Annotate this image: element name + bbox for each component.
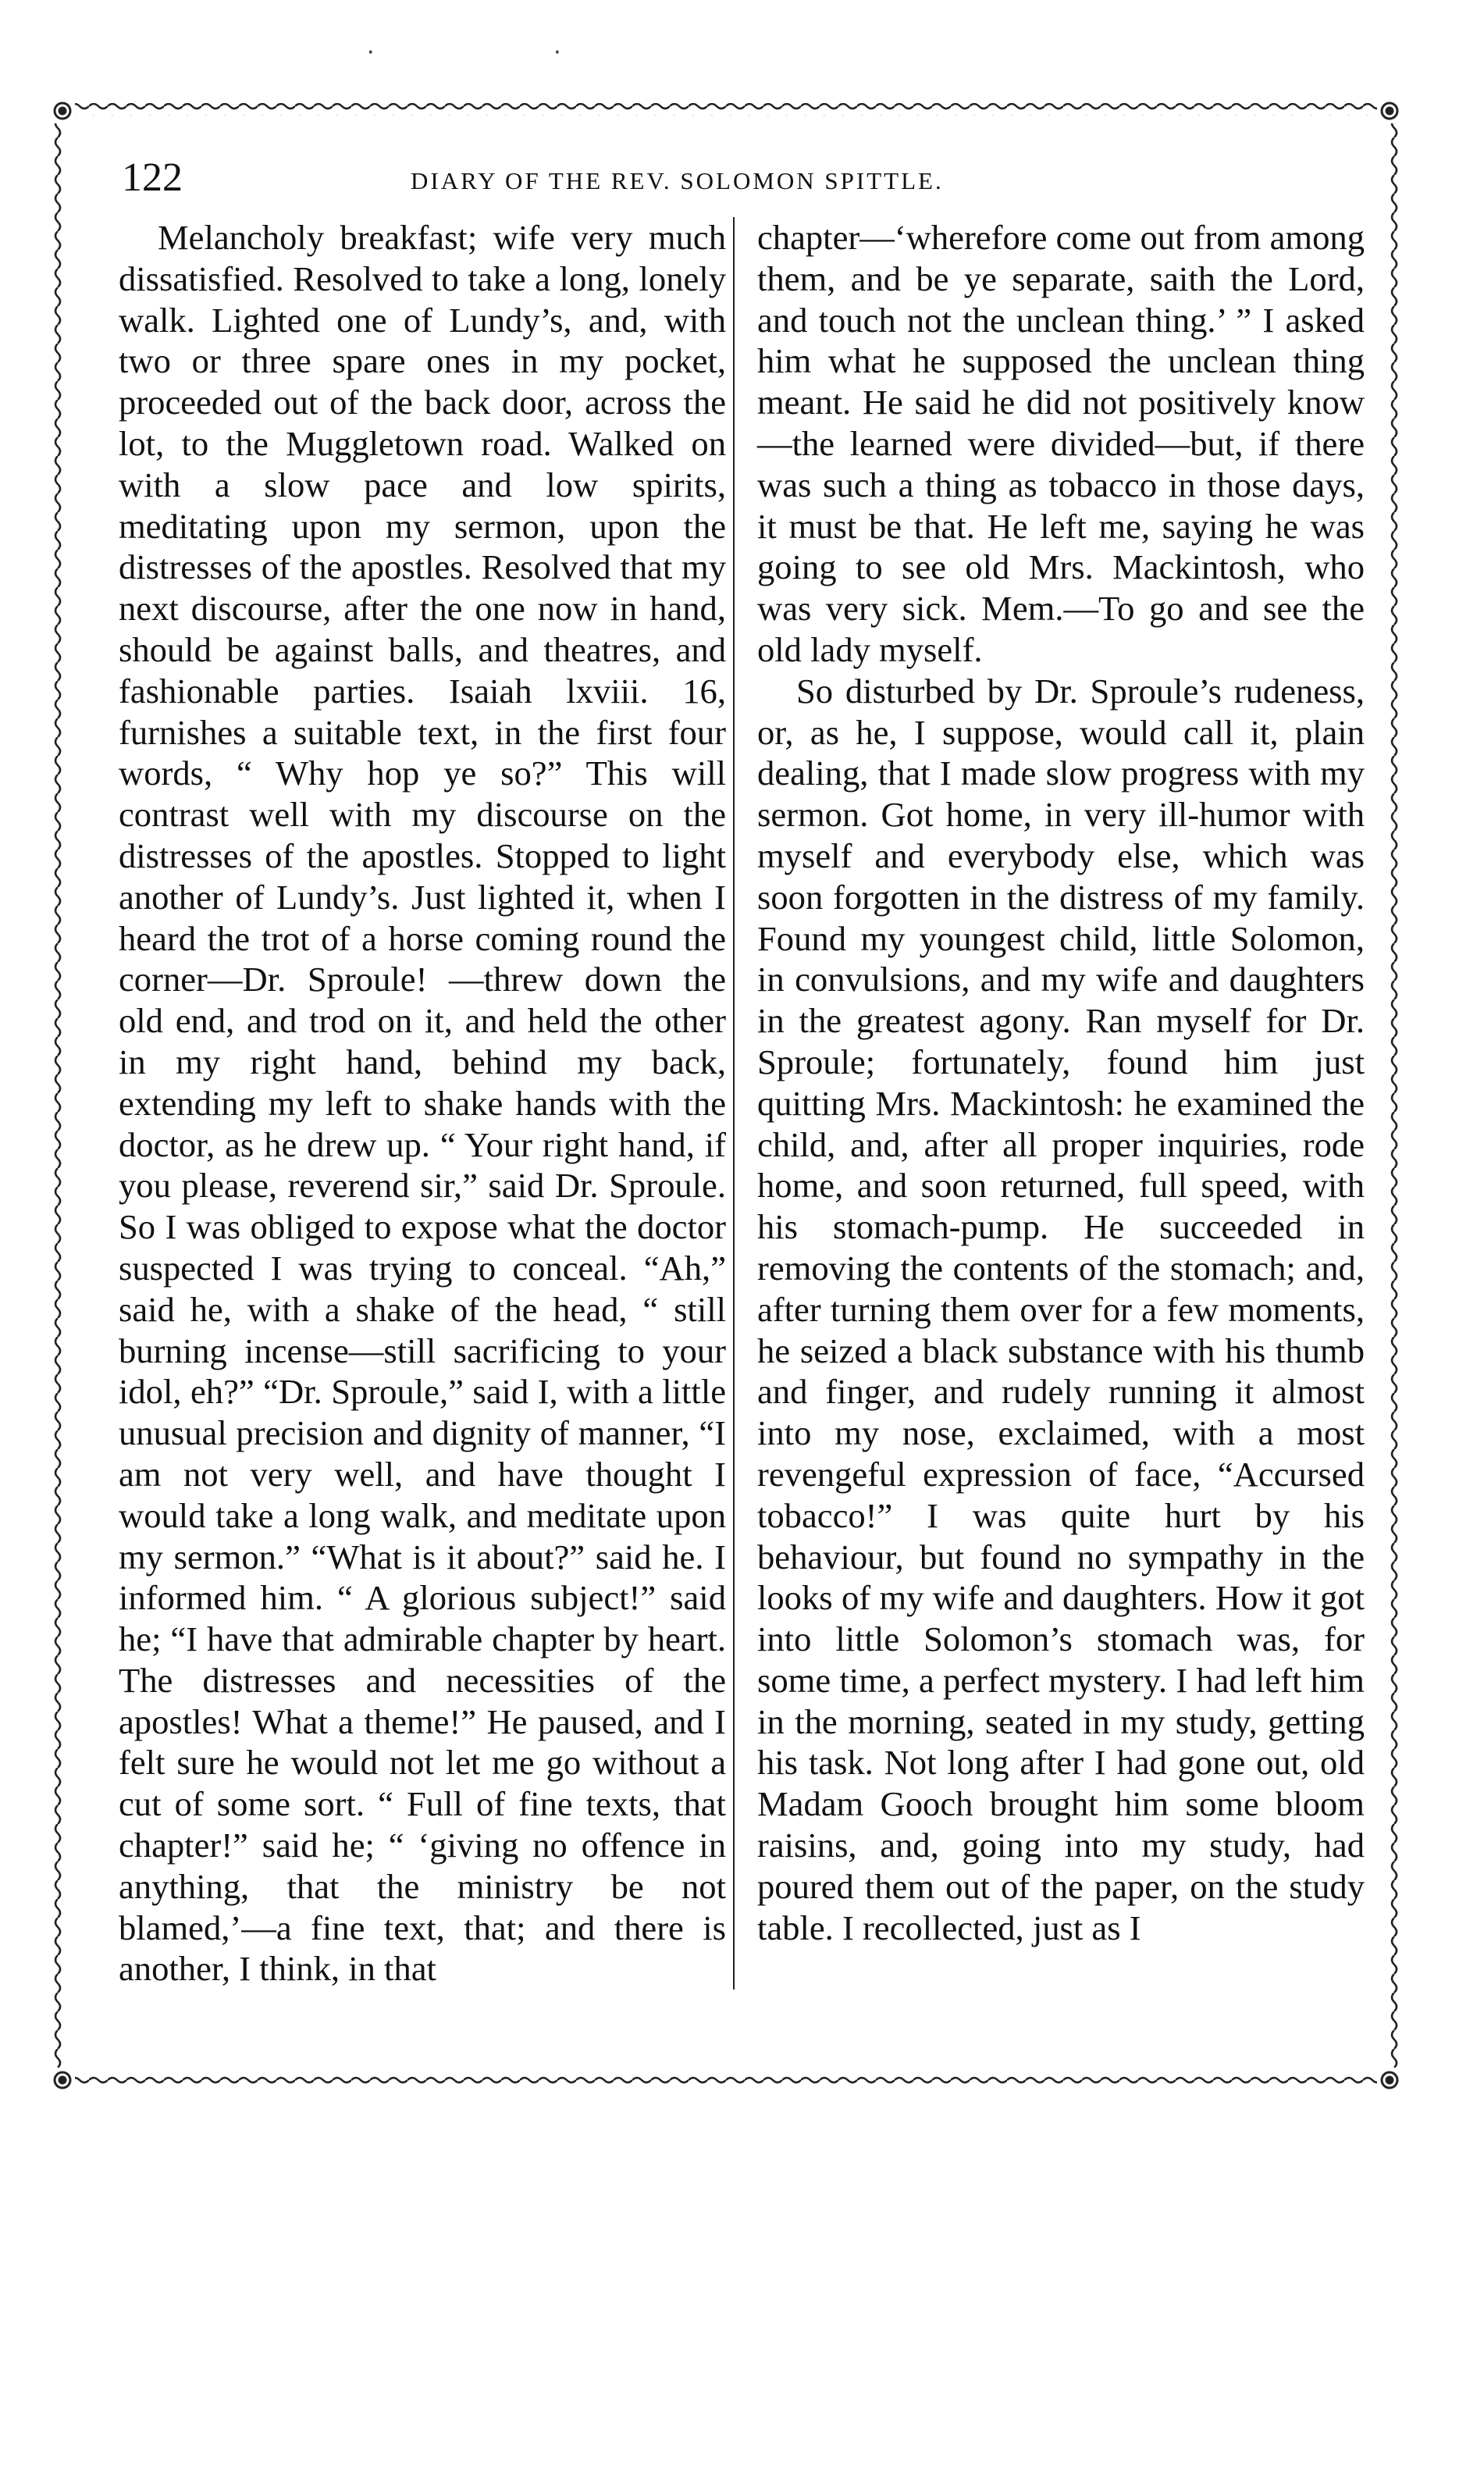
decorative-page-border xyxy=(52,100,1400,2091)
page-number: 122 xyxy=(122,155,183,200)
left-paragraph-1: Melancholy breakfast; wife very much dissatisfied. Resolved to take a long, lonely walk. Lighted one of Lundy’s, and, with two or three spare ones in my pocket, proceeded out of the back door, across the lot, to the Muggletown road. Walked on with a slow pace and low spirits, meditating upon my sermon, upon the distresses of the apostles. Resolved that my next discourse, after the one now in hand, should be against balls, and theatres, and fashionable parties. Isaiah lxviii. 16, furnishes a suitable text, in the first four words, “ Why hop ye so?” This will contrast well with my discourse on the distresses of the apostles. Stopped to light another of Lundy’s. Just lighted it, when I heard the trot of a horse coming round the corner—Dr. Sproule! —threw down the old end, and trod on it, and held the other in my right hand, behind my back, extending my left to shake hands with the doctor, as he drew up. “ Your right hand, if you please, reverend sir,” said Dr. Sproule. So I was obliged to expose what the doctor suspected I was trying to conceal. “Ah,” said he, with a shake of the head, “ still burning incense—still sacrificing to your idol, eh?” “Dr. Sproule,” said I, with a little unusual precision and dignity of manner, “I am not very well, and have thought I would take a long walk, and meditate upon my sermon.” “What is it about?” said he. I informed him. “ A glorious subject!” said he; “I have that admirable chapter by heart. The distresses and necessities of the apostles! What a theme!” He paused, and I felt sure he would not let me go without a cut of some sort. “ Full of fine texts, that chapter!” said he; “ ‘giving no offence in anything, that the ministry be not blamed,’—a fine text, that; and there is another, I think, in that xyxy=(119,218,726,1989)
right-paragraph-1: chapter—‘wherefore come out from among them, and be ye separate, saith the Lord, and touch not the unclean thing.’ ” I asked him what he supposed the unclean thing meant. He said he did not positively know—the learned were divided—but, if there was such a thing as tobacco in those days, it must be that. He left me, saying he was going to see old Mrs. Mackintosh, who was very sick. Mem.—To go and see the old lady myself. xyxy=(757,218,1365,669)
left-text-column xyxy=(119,217,726,1990)
right-text-column xyxy=(757,217,1365,1948)
page-header xyxy=(122,147,1308,209)
running-title: DIARY OF THE REV. SOLOMON SPITTLE. xyxy=(411,167,944,194)
right-paragraph-2: So disturbed by Dr. Sproule’s rudeness, or, as he, I suppose, would call it, plain dealing, that I made slow progress with my sermon. Got home, in very ill-humor with myself and everybody else, which was soon forgotten in the distress of my family. Found my youngest child, little Solomon, in convulsions, and my wife and daughters in the greatest agony. Ran myself for Dr. Sproule; fortunately, found him just quitting Mrs. Mackintosh: he examined the child, and, after all proper inquiries, rode home, and soon returned, full speed, with his stomach-pump. He succeeded in removing the contents of the stomach; and, after turning them over for a few moments, he seized a black substance with his thumb and finger, and rudely running it almost into my nose, exclaimed, with a most revengeful expression of face, “Accursed tobacco!” I was quite hurt by his behaviour, but found no sympathy in the looks of my wife and daughters. How it got into little Solomon’s stomach was, for some time, a perfect mystery. I had left him in the morning, seated in my study, getting his task. Not long after I had gone out, old Madam Gooch brought him some bloom raisins, and, going into my study, had poured them out of the paper, on the study table. I recollected, just as I xyxy=(757,671,1365,1947)
stray-print-specks: · · xyxy=(367,39,647,66)
column-divider xyxy=(733,217,735,1990)
